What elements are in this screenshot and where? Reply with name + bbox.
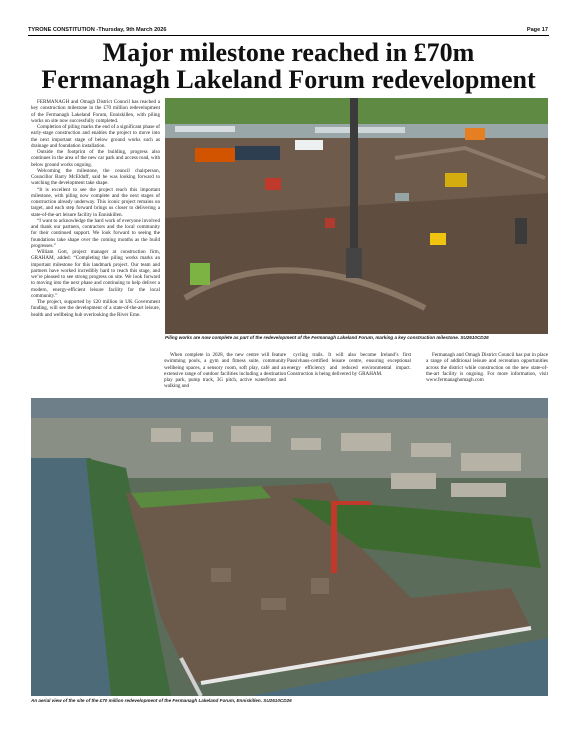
paragraph: “I want to acknowledge the hard work of everyone involved and thank our partners, contractors and the local community for their continued support. We look forward to seeing the foundations take shape over the coming months as the build progresses.” [31, 217, 160, 249]
headline-line-1: Major milestone reached in £70m [102, 38, 475, 67]
article-column-4 [426, 352, 548, 383]
paragraph: Completion of piling marks the end of a significant phase of early-stage construction and enables the project to move into the next important stage of below ground works such as drainage and foundation installation. [31, 124, 160, 149]
article-column-1 [31, 99, 160, 318]
aerial-photo-caption: An aerial view of the site of the £70 million redevelopment of the Fermanagh Lakeland Forum, Enniskillen. SU2610CD26 [31, 698, 292, 703]
paragraph: Fermanagh and Omagh District Council has put in place a range of additional leisure and recreation opportunities across the district while construction on the new state-of-the-art facility is ongoing. For more information, visit www.fermanaghomagh.com [426, 352, 548, 383]
paragraph: cycling trails. It will also become Ireland’s first Passivhaus-certified leisure centre, ensuring exceptional energy efficiency and reduced environmental impact. Construction is being delivered by GRAHAM. [287, 352, 411, 377]
publication-date: TYRONE CONSTITUTION -Thursday, 9th March 2026 [28, 27, 167, 33]
aerial-view-illustration [31, 398, 548, 696]
paragraph: Welcoming the milestone, the council chairperson, Councillor Barry McElduff, said he was looking forward to watching the development take shape. [31, 167, 160, 187]
paragraph: FERMANAGH and Omagh District Council has reached a key construction milestone in the £70 million redevelopment of the Fermanagh Lakeland Forum, Enniskillen, with piling works on site now successfully completed. [31, 99, 160, 124]
article-column-3 [287, 352, 411, 377]
construction-site-illustration [165, 98, 548, 334]
aerial-view-photo [31, 398, 548, 696]
paragraph: The project, supported by £20 million in UK Government funding, will see the development of a state-of-the-art leisure, health and wellbeing hub overlooking the River Erne. [31, 299, 160, 318]
headline [28, 39, 549, 93]
paragraph: William Gott, project manager at construction firm, GRAHAM, added: “Completing the piling works marks an important milestone for this landmark project. Our team and partners have worked incredibly hard to reach this stage, and we’re pleased to see strong progress on site. We look forward to moving into the next phase and continuing to help deliver a modern, energy-efficient leisure facility for the local community.” [31, 249, 160, 299]
construction-site-photo [165, 98, 548, 334]
paragraph: When complete in 2028, the new centre will feature swimming pools, a gym and fitness suite, community wellbeing spaces, a sensory room, soft play, café and an extensive range of outdoor facilities including a destination play park, pump track, 3G pitch, active waterfront and walking and [164, 352, 286, 390]
header-rule [28, 35, 549, 36]
paragraph: “It is excellent to see the project reach this important milestone, with piling now complete and the next stages of construction already underway. This iconic project remains on target, and each step forward brings us closer to delivering a state-of-the-art leisure facility in Enniskillen. [31, 186, 160, 218]
article-column-2 [164, 352, 286, 390]
site-photo-caption: Piling works are now complete as part of the redevelopment of the Fermanagh Lakeland Forum, marking a key construction milestone. SU2610CD26 [165, 335, 489, 340]
headline-line-2: Fermanagh Lakeland Forum redevelopment [41, 65, 536, 94]
page-number: Page 17 [526, 27, 548, 33]
paragraph: Outside the footprint of the building, progress also continues in the area of the new car park and access road, with below ground works ongoing. [31, 149, 160, 168]
